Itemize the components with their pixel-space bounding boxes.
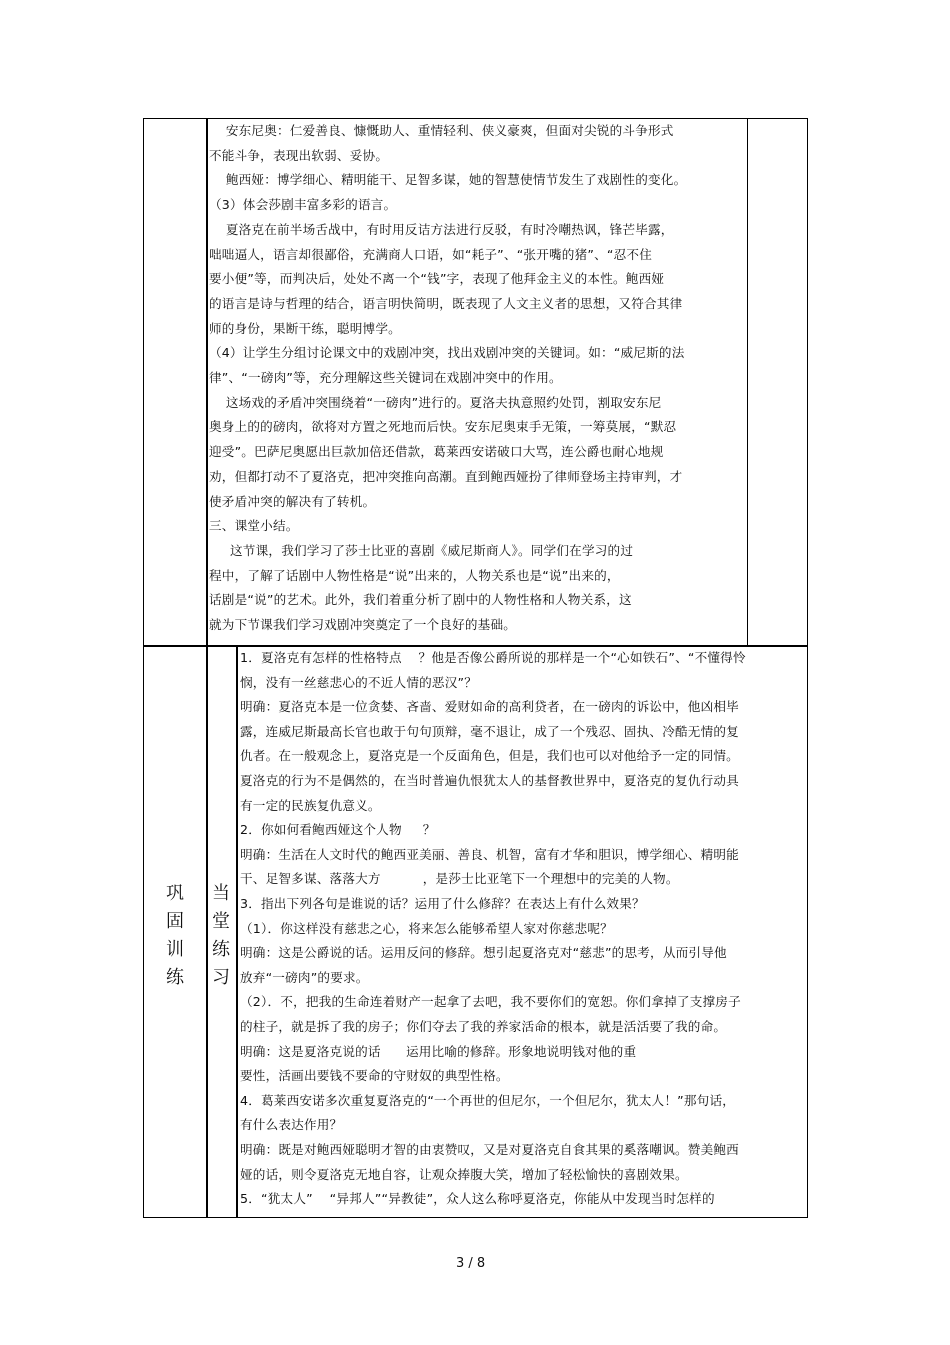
upper-line-21: 就为下节课我们学习戏剧冲突奠定了一个良好的基础。: [209, 617, 517, 632]
upper-line-7: 要小便”等，而判决后，处处不离一个“钱”字，表现了他拜金主义的本性。鲍西娅: [209, 271, 665, 287]
upper-line-1: 安东尼奥：仁爱善良、慷慨助人、重情轻利、侠义豪爽，但面对尖锐的斗争形式: [209, 123, 674, 138]
upper-line-14: 迎受”。巴萨尼奥愿出巨款加倍还借款，葛莱西安诺破口大骂，连公爵也耐心地规: [209, 444, 664, 460]
upper-line-18: 这节课，我们学习了莎士比亚的喜剧《威尼斯商人》。同学们在学习的过: [209, 542, 634, 558]
upper-line-8: 的语言是诗与哲理的结合，语言明快简明，既表现了人文主义者的思想，又符合其律: [209, 295, 683, 311]
lower-line-2: 悯，没有一丝慈悲心的不近人情的恶汉”？: [240, 674, 478, 690]
lower-line-7: 有一定的民族复仇意义。: [240, 797, 381, 813]
lower-line-13: 明确：这是公爵说的话。运用反问的修辞。想引起夏洛克对“慈悲”的思考，从而引导他: [240, 945, 727, 961]
lower-line-4: 露，连威尼斯最高长官也敢于句句顶辩，毫不退让，成了一个残忍、固执、冷酷无情的复: [240, 723, 739, 739]
label-consolidation-training: 巩固训练: [166, 883, 184, 988]
lower-line-19: 4．葛莱西安诺多次重复夏洛克的“一个再世的但尼尔，一个但尼尔，犹太人！”那句话，: [240, 1092, 736, 1108]
lower-line-1: 1．夏洛克有怎样的性格特点 ？他是否像公爵所说的那样是一个“心如铁石”、“不懂得怜: [240, 650, 746, 665]
lower-line-6: 夏洛克的行为不是偶然的，在当时普遍仇恨犹太人的基督教世界中，夏洛克的复仇行动具: [240, 773, 739, 788]
lower-line-11: 3．指出下列各句是谁说的话？运用了什么修辞？在表达上有什么效果？: [240, 896, 645, 911]
column-divider-mid: [236, 645, 238, 1218]
upper-line-3: 鲍西娅：博学细心、精明能干、足智多谋，她的智慧使情节发生了戏剧性的变化。: [209, 172, 687, 188]
upper-line-20: 话剧是“说”的艺术。此外，我们着重分析了剧中的人物性格和人物关系，这: [209, 592, 632, 608]
upper-line-16: 使矛盾冲突的解决有了转机。: [209, 493, 376, 509]
upper-line-2: 不能斗争，表现出软弱、妥协。: [209, 147, 389, 163]
upper-line-6: 咄咄逼人，语言却很鄙俗，充满商人口语，如“耗子”、“张开嘴的猪”、“忍不住: [209, 246, 653, 262]
upper-line-11: 律”、“一磅肉”等，充分理解这些关键词在戏剧冲突中的作用。: [209, 370, 562, 385]
label-in-class-practice: 当堂练习: [212, 883, 230, 988]
lower-line-9: 明确：生活在人文时代的鲍西亚美丽、善良、机智，富有才华和胆识，博学细心、精明能: [240, 846, 739, 862]
lower-line-22: 娅的话，则令夏洛克无地自容，让观众捧腹大笑，增加了轻松愉快的喜剧效果。: [240, 1166, 688, 1182]
lower-line-8: 2．你如何看鲍西娅这个人物 ？: [240, 822, 436, 838]
upper-line-4: （3）体会莎剧丰富多彩的语言。: [209, 197, 397, 213]
lower-line-17: 明确：这是夏洛克说的话 运用比喻的修辞。形象地说明钱对他的重: [240, 1043, 637, 1059]
lower-line-15: （2）．不，把我的生命连着财产一起拿了去吧，我不要你们的宽恕。你们拿掉了支撑房子: [240, 994, 741, 1010]
lower-line-5: 仇者。在一般观念上，夏洛克是一个反面角色，但是，我们也可以对他给予一定的同情。: [240, 748, 739, 764]
lower-line-18: 要性，活画出要钱不要命的守财奴的典型性格。: [240, 1068, 509, 1084]
lower-line-20: 有什么表达作用？: [240, 1117, 343, 1133]
lower-line-12: （1）．你这样没有慈悲之心，将来怎么能够希望人家对你慈悲呢？: [240, 920, 613, 936]
upper-line-5: 夏洛克在前半场舌战中，有时用反诘方法进行反驳，有时冷嘲热讽，锋芒毕露，: [209, 221, 674, 237]
lower-line-3: 明确：夏洛克本是一位贪婪、吝啬、爱财如命的高利贷者，在一磅肉的诉讼中，他凶相毕: [240, 699, 739, 715]
upper-line-12: 这场戏的矛盾冲突围绕着“一磅肉”进行的。夏洛夫执意照约处罚，割取安东尼: [209, 394, 662, 410]
upper-line-13: 奥身上的的磅肉，欲将对方置之死地而后快。安东尼奥束手无策，一筹莫展，“默忍: [209, 419, 677, 435]
lower-line-10: 干、足智多谋、落落大方 ，是莎士比亚笔下一个理想中的完美的人物。: [240, 871, 679, 887]
page-number: 3 / 8: [456, 1256, 486, 1271]
lower-line-23: 5．“犹太人” “异邦人”“异教徒”，众人这么称呼夏洛克，你能从中发现当时怎样的: [240, 1191, 715, 1207]
upper-line-19: 程中，了解了话剧中人物性格是“说”出来的，人物关系也是“说”出来的，: [209, 567, 620, 583]
upper-line-17: 三、课堂小结。: [209, 518, 299, 534]
lower-line-14: 放弃“一磅肉”的要求。: [240, 969, 369, 985]
upper-line-10: （4）让学生分组讨论课文中的戏剧冲突，找出戏剧冲突的关键词。如：“威尼斯的法: [209, 345, 685, 361]
upper-line-15: 劝，但都打动不了夏洛克，把冲突推向高潮。直到鲍西娅扮了律师登场主持审判，才: [209, 468, 683, 484]
lower-line-16: 的柱子，就是拆了我的房子；你们夺去了我的养家活命的根本，就是活活要了我的命。: [240, 1019, 727, 1034]
lower-line-21: 明确：既是对鲍西娅聪明才智的由衷赞叹，又是对夏洛克自食其果的奚落嘲讽。赞美鲍西: [240, 1142, 739, 1157]
upper-line-9: 师的身份，果断干练，聪明博学。: [209, 320, 401, 336]
upper-content: [209, 119, 749, 644]
lower-content: [240, 646, 806, 1217]
